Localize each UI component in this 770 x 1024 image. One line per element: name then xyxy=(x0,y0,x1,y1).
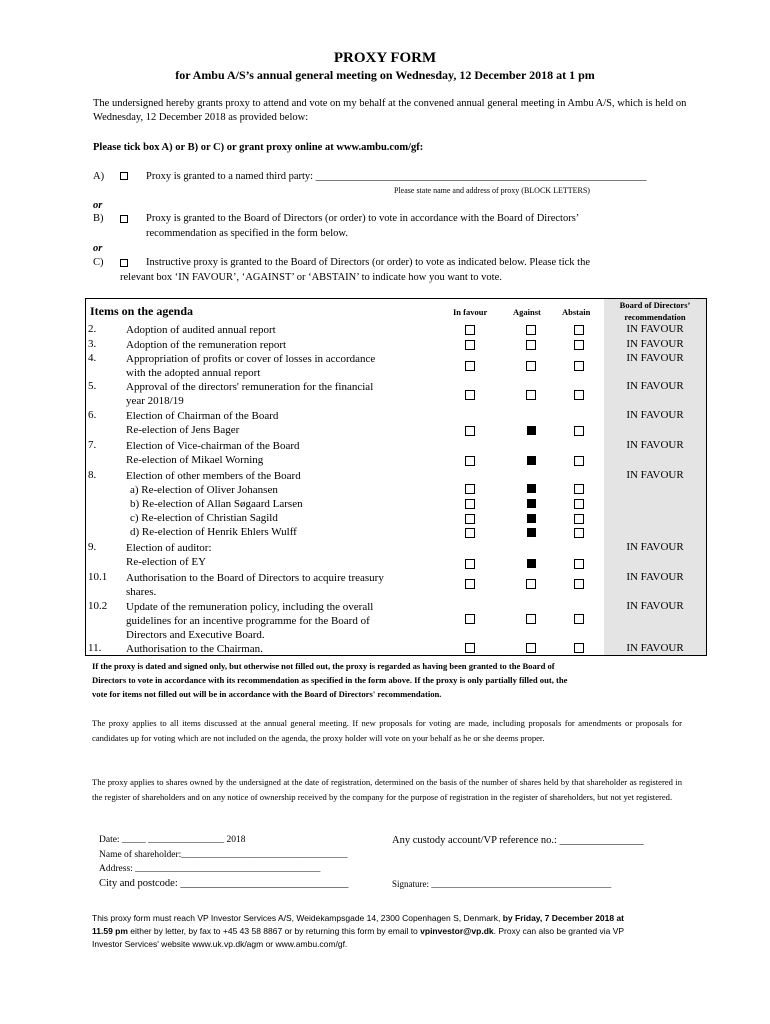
option-b-text: Proxy is granted to the Board of Directors (or order) to vote in accordance with the Board of Directors’ xyxy=(146,213,580,224)
row-text: Election of auditor: xyxy=(126,542,212,554)
vote-against-checkbox[interactable] xyxy=(527,514,536,523)
row-number: 10.2 xyxy=(88,600,108,612)
shares-paragraph: The proxy applies to shares owned by the undersigned at the date of registration, determined on the basis of the number of shares held by that shareholder as registered in the register of shareholders and on any notice of ownership received by the company for the purpose of registration in the register of shareholders, but not yet registered. xyxy=(92,777,682,802)
vote-favour-checkbox[interactable] xyxy=(465,559,475,569)
option-a-label: A) xyxy=(93,171,105,182)
vote-favour-checkbox[interactable] xyxy=(465,390,475,400)
vote-against-checkbox[interactable] xyxy=(526,579,536,589)
row-number: 10.1 xyxy=(88,571,108,583)
tick-instruction: Please tick box A) or B) or C) or grant proxy online at www.ambu.com/gf: xyxy=(93,142,424,153)
row-number: 9. xyxy=(88,541,97,553)
vote-against-checkbox[interactable] xyxy=(526,614,536,624)
row-number: 6. xyxy=(88,409,97,421)
vote-favour-checkbox[interactable] xyxy=(465,643,475,653)
table-header-rec: Board of Directors’ xyxy=(619,300,691,310)
row-text: Re-election of Mikael Worning xyxy=(126,454,264,466)
vote-favour-checkbox[interactable] xyxy=(465,426,475,436)
address-field[interactable]: Address: _______________________________________ xyxy=(99,864,321,874)
vote-against-checkbox[interactable] xyxy=(526,325,536,335)
bold-note-line-3: vote for items not filled out will be in accordance with the Board of Directors' recommendation. xyxy=(92,689,442,699)
vote-favour-checkbox[interactable] xyxy=(465,456,475,466)
vote-against-checkbox[interactable] xyxy=(527,426,536,435)
table-header-rec-2: recommendation xyxy=(624,312,686,322)
vote-abstain-checkbox[interactable] xyxy=(574,456,584,466)
row-number: 5. xyxy=(88,380,97,392)
row-recommendation: IN FAVOUR xyxy=(626,541,684,553)
vote-favour-checkbox[interactable] xyxy=(465,325,475,335)
row-text: Authorisation to the Chairman. xyxy=(126,643,263,655)
vote-against-checkbox[interactable] xyxy=(527,484,536,493)
table-header-abstain: Abstain xyxy=(562,307,591,317)
bold-note-line-1: If the proxy is dated and signed only, but otherwise not filled out, the proxy is regarded as having been granted to the Board of xyxy=(92,661,555,671)
vote-favour-checkbox[interactable] xyxy=(465,340,475,350)
footer-text: either by letter, by fax to +45 43 58 8867 or by returning this form by email to xyxy=(127,926,421,936)
row-recommendation: IN FAVOUR xyxy=(626,352,684,364)
row-recommendation: IN FAVOUR xyxy=(626,469,684,481)
bold-note-line-2: Directors to vote in accordance with its recommendation as specified in the form above. If the proxy is only partially filled out, the xyxy=(92,675,568,685)
footer-email[interactable]: vpinvestor@vp.dk xyxy=(420,926,494,936)
table-header-items: Items on the agenda xyxy=(90,304,194,318)
row-text: Election of Vice-chairman of the Board xyxy=(126,440,300,452)
intro-text: The undersigned hereby grants proxy to attend and vote on my behalf at the convened annual general meeting in Ambu A/S, which is held on Wednesday, 12 December 2018 as provided below: xyxy=(93,98,687,123)
row-recommendation: IN FAVOUR xyxy=(626,571,684,583)
row-recommendation: IN FAVOUR xyxy=(626,439,684,451)
option-c-text: Instructive proxy is granted to the Board of Directors (or order) to vote as indicated below. Please tick the xyxy=(146,257,590,268)
vote-favour-checkbox[interactable] xyxy=(465,499,475,509)
vote-favour-checkbox[interactable] xyxy=(465,514,475,524)
footer-line-2 xyxy=(92,925,624,937)
vote-abstain-checkbox[interactable] xyxy=(574,559,584,569)
page-title: PROXY FORM xyxy=(333,50,437,66)
row-text: with the adopted annual report xyxy=(126,367,261,379)
row-text: Authorisation to the Board of Directors to acquire treasury xyxy=(126,572,384,584)
option-c-checkbox[interactable] xyxy=(120,259,128,267)
row-recommendation: IN FAVOUR xyxy=(626,338,684,350)
option-b-text-2: recommendation as specified in the form below. xyxy=(146,228,348,239)
footer-line-1 xyxy=(92,912,624,924)
vote-abstain-checkbox[interactable] xyxy=(574,484,584,494)
row-recommendation: IN FAVOUR xyxy=(626,642,684,654)
row-text: Adoption of audited annual report xyxy=(126,324,276,336)
row-text: Update of the remuneration policy, including the overall xyxy=(126,601,374,613)
row-text: Re-election of EY xyxy=(126,556,207,568)
page-subtitle: for Ambu A/S’s annual general meeting on Wednesday, 12 December 2018 at 1 pm xyxy=(175,68,595,82)
row-text: shares. xyxy=(126,586,157,598)
option-a-checkbox[interactable] xyxy=(120,172,128,180)
vote-abstain-checkbox[interactable] xyxy=(574,361,584,371)
vote-abstain-checkbox[interactable] xyxy=(574,528,584,538)
row-text: a) Re-election of Oliver Johansen xyxy=(130,484,278,496)
row-number: 7. xyxy=(88,439,97,451)
vote-abstain-checkbox[interactable] xyxy=(574,514,584,524)
row-text: year 2018/19 xyxy=(126,395,184,407)
row-number: 4. xyxy=(88,352,97,364)
vote-abstain-checkbox[interactable] xyxy=(574,390,584,400)
footer-line-3: Investor Services' website www.uk.vp.dk/agm or www.ambu.com/gf. xyxy=(92,939,348,949)
footer-deadline: by Friday, 7 December 2018 at xyxy=(502,913,625,923)
option-c-label: C) xyxy=(93,257,104,268)
row-text: guidelines for an incentive programme for the Board of xyxy=(126,615,370,627)
vote-favour-checkbox[interactable] xyxy=(465,579,475,589)
table-header-favour: In favour xyxy=(453,307,488,317)
row-recommendation: IN FAVOUR xyxy=(626,409,684,421)
vote-against-checkbox[interactable] xyxy=(527,499,536,508)
row-text: Adoption of the remuneration report xyxy=(126,339,287,351)
row-recommendation: IN FAVOUR xyxy=(626,380,684,392)
custody-account-field[interactable]: Any custody account/VP reference no.: ________________ xyxy=(392,835,644,846)
table-header-against: Against xyxy=(513,307,541,317)
vote-favour-checkbox[interactable] xyxy=(465,361,475,371)
vote-against-checkbox[interactable] xyxy=(526,361,536,371)
footer-text: This proxy form must reach VP Investor Services A/S, Weidekampsgade 14, 2300 Copenhagen S, Denmark, xyxy=(92,913,503,923)
date-field[interactable]: Date: _____ ________________ 2018 xyxy=(99,835,246,845)
or-label: or xyxy=(93,200,103,211)
row-text: Election of Chairman of the Board xyxy=(126,410,279,422)
city-postcode-field[interactable]: City and postcode: ________________________________ xyxy=(99,878,349,889)
row-text: Approval of the directors' remuneration for the financial xyxy=(126,381,374,393)
vote-abstain-checkbox[interactable] xyxy=(574,614,584,624)
footer-deadline-time: 11.59 pm xyxy=(92,926,128,936)
row-recommendation: IN FAVOUR xyxy=(626,600,684,612)
or-label: or xyxy=(93,243,103,254)
vote-against-checkbox[interactable] xyxy=(527,528,536,537)
option-b-label: B) xyxy=(93,213,104,224)
row-text: Re-election of Jens Bager xyxy=(126,424,240,436)
row-text: Election of other members of the Board xyxy=(126,470,301,482)
vote-abstain-checkbox[interactable] xyxy=(574,579,584,589)
row-number: 2. xyxy=(88,323,97,335)
vote-abstain-checkbox[interactable] xyxy=(574,643,584,653)
signature-field[interactable]: Signature: ________________________________________ xyxy=(392,879,612,889)
row-text: b) Re-election of Allan Søgaard Larsen xyxy=(130,498,303,510)
row-text: Directors and Executive Board. xyxy=(126,629,265,641)
row-text: Appropriation of profits or cover of losses in accordance xyxy=(126,353,376,365)
vote-against-checkbox[interactable] xyxy=(526,340,536,350)
vote-favour-checkbox[interactable] xyxy=(465,614,475,624)
vote-against-checkbox[interactable] xyxy=(527,559,536,568)
row-number: 11. xyxy=(88,642,102,654)
row-recommendation: IN FAVOUR xyxy=(626,323,684,335)
vote-abstain-checkbox[interactable] xyxy=(574,340,584,350)
shareholder-name-field[interactable]: Name of shareholder:___________________________________ xyxy=(99,850,348,860)
row-number: 8. xyxy=(88,469,97,481)
row-text: c) Re-election of Christian Sagild xyxy=(130,512,278,524)
option-a-text: Proxy is granted to a named third party: _______________________________________________________________ xyxy=(146,171,647,182)
vote-favour-checkbox[interactable] xyxy=(465,528,475,538)
option-a-note: Please state name and address of proxy (BLOCK LETTERS) xyxy=(394,186,590,195)
vote-abstain-checkbox[interactable] xyxy=(574,499,584,509)
proposals-paragraph: The proxy applies to all items discussed at the annual general meeting. If new proposals for voting are made, including proposals for amendments or proposals for candidates up for voting which are not included on the agenda, the proxy holder will vote on your behalf as he or she deems proper. xyxy=(92,718,682,743)
vote-against-checkbox[interactable] xyxy=(527,456,536,465)
vote-against-checkbox[interactable] xyxy=(526,643,536,653)
footer-text: . Proxy can also be granted via VP xyxy=(493,926,625,936)
vote-abstain-checkbox[interactable] xyxy=(574,426,584,436)
vote-against-checkbox[interactable] xyxy=(526,390,536,400)
vote-abstain-checkbox[interactable] xyxy=(574,325,584,335)
row-text: d) Re-election of Henrik Ehlers Wulff xyxy=(130,526,297,538)
option-c-text-2: relevant box ‘IN FAVOUR’, ‘AGAINST’ or ‘ABSTAIN’ to indicate how you want to vote. xyxy=(120,272,502,283)
option-b-checkbox[interactable] xyxy=(120,215,128,223)
row-number: 3. xyxy=(88,338,97,350)
vote-favour-checkbox[interactable] xyxy=(465,484,475,494)
